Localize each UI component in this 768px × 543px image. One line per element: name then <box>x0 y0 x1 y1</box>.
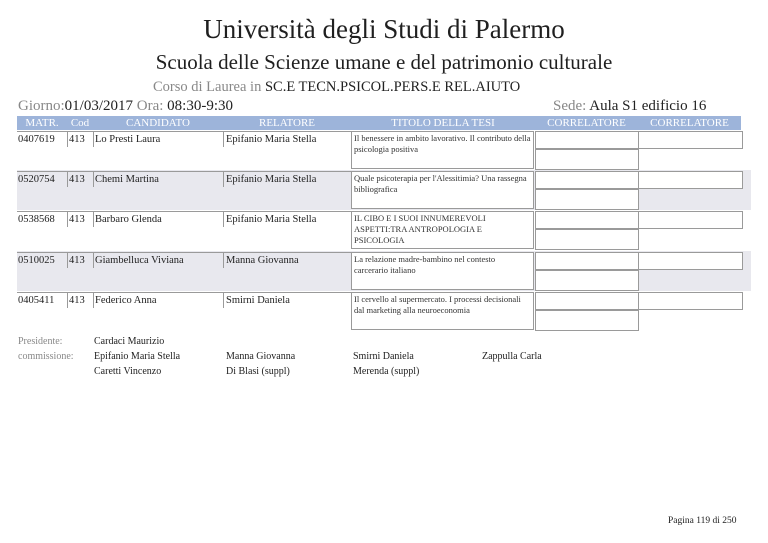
committee-member: Zappulla Carla <box>482 351 542 362</box>
committee-member: Epifanio Maria Stella <box>94 351 181 362</box>
time-value: 08:30-9:30 <box>167 98 234 114</box>
course-label: Corso di Laurea in <box>153 79 262 95</box>
cell-matr: 0407619 <box>18 134 55 145</box>
cell-divider <box>223 171 224 187</box>
cell-divider <box>67 252 68 268</box>
cell-divider <box>223 131 224 147</box>
cell-candidato: Lo Presti Laura <box>95 134 161 145</box>
col-header-cod: Cod <box>70 117 90 129</box>
cell-correlatore-1 <box>535 211 639 229</box>
sede-value: Aula S1 edificio 16 <box>589 98 707 114</box>
committee-label: commissione: <box>18 351 74 362</box>
page-number: Pagina 119 di 250 <box>668 516 737 526</box>
cell-cod: 413 <box>69 214 85 225</box>
cell-divider <box>93 131 94 147</box>
cell-candidato: Giambelluca Viviana <box>95 255 184 266</box>
committee-member: Manna Giovanna <box>226 351 296 362</box>
cell-divider <box>67 211 68 227</box>
cell-divider <box>93 252 94 268</box>
cell-correlatore-2 <box>638 252 743 270</box>
cell-divider <box>223 292 224 308</box>
cell-correlatore-1-extra <box>535 270 639 291</box>
cell-divider <box>93 171 94 187</box>
cell-thesis-title: La relazione madre-bambino nel contesto carcerario italiano <box>351 252 534 290</box>
cell-divider <box>67 292 68 308</box>
cell-divider <box>93 292 94 308</box>
col-header-matr: MATR. <box>25 117 59 129</box>
university-title: Università degli Studi di Palermo <box>203 14 565 44</box>
cell-correlatore-1 <box>535 171 639 189</box>
cell-cod: 413 <box>69 174 85 185</box>
committee-member: Smirni Daniela <box>353 351 414 362</box>
cell-cod: 413 <box>69 255 85 266</box>
col-header-candidato: CANDIDATO <box>126 117 190 129</box>
cell-candidato: Federico Anna <box>95 295 157 306</box>
cell-relatore: Epifanio Maria Stella <box>226 214 317 225</box>
cell-correlatore-1 <box>535 292 639 310</box>
cell-thesis-title: Il cervello al supermercato. I processi decisionali dal marketing alla neuroeconomia <box>351 292 534 330</box>
cell-correlatore-1-extra <box>535 229 639 250</box>
cell-correlatore-2 <box>638 131 743 149</box>
col-header-titolo: TITOLO DELLA TESI <box>391 117 495 129</box>
school-title: Scuola delle Scienze umane e del patrimonio culturale <box>155 50 613 74</box>
cell-correlatore-2 <box>638 292 743 310</box>
cell-correlatore-1-extra <box>535 149 639 170</box>
cell-divider <box>223 252 224 268</box>
date-time-line <box>18 98 233 115</box>
cell-candidato: Barbaro Glenda <box>95 214 162 225</box>
cell-thesis-title: Quale psicoterapia per l'Alessitimia? Una rassegna bibliografica <box>351 171 534 209</box>
time-label: Ora: <box>136 98 164 114</box>
cell-correlatore-2 <box>638 211 743 229</box>
committee-member: Di Blasi (suppl) <box>226 366 290 377</box>
cell-relatore: Smirni Daniela <box>226 295 290 306</box>
cell-divider <box>93 211 94 227</box>
cell-matr: 0520754 <box>18 174 55 185</box>
cell-correlatore-1 <box>535 131 639 149</box>
president-label: Presidente: <box>18 336 63 347</box>
cell-divider <box>223 211 224 227</box>
cell-thesis-title: IL CIBO E I SUOI INNUMEREVOLI ASPETTI:TRA ANTROPOLOGIA E PSICOLOGIA <box>351 211 534 249</box>
cell-cod: 413 <box>69 295 85 306</box>
cell-correlatore-1-extra <box>535 189 639 210</box>
col-header-relatore: RELATORE <box>258 117 316 129</box>
cell-matr: 0405411 <box>18 295 55 306</box>
col-header-correlatore-1: CORRELATORE <box>547 117 626 129</box>
cell-candidato: Chemi Martina <box>95 174 159 185</box>
committee-member: Merenda (suppl) <box>353 366 420 377</box>
cell-correlatore-1 <box>535 252 639 270</box>
table-header <box>17 116 741 130</box>
cell-cod: 413 <box>69 134 85 145</box>
cell-divider <box>67 171 68 187</box>
course-value: SC.E TECN.PSICOL.PERS.E REL.AIUTO <box>264 79 521 95</box>
venue-line <box>553 98 706 115</box>
cell-divider <box>67 131 68 147</box>
cell-matr: 0510025 <box>18 255 55 266</box>
cell-correlatore-2 <box>638 171 743 189</box>
committee-member: Caretti Vincenzo <box>94 366 162 377</box>
day-label: Giorno: <box>18 98 65 114</box>
president-name: Cardaci Maurizio <box>94 336 165 347</box>
cell-correlatore-1-extra <box>535 310 639 331</box>
cell-relatore: Epifanio Maria Stella <box>226 134 317 145</box>
cell-matr: 0538568 <box>18 214 55 225</box>
col-header-correlatore-2: CORRELATORE <box>650 117 729 129</box>
cell-relatore: Manna Giovanna <box>226 255 299 266</box>
cell-thesis-title: Il benessere in ambito lavorativo. Il contributo della psicologia positiva <box>351 131 534 169</box>
sede-label: Sede: <box>553 98 587 114</box>
course-line <box>153 79 520 96</box>
day-value: 01/03/2017 <box>64 98 134 114</box>
cell-relatore: Epifanio Maria Stella <box>226 174 317 185</box>
